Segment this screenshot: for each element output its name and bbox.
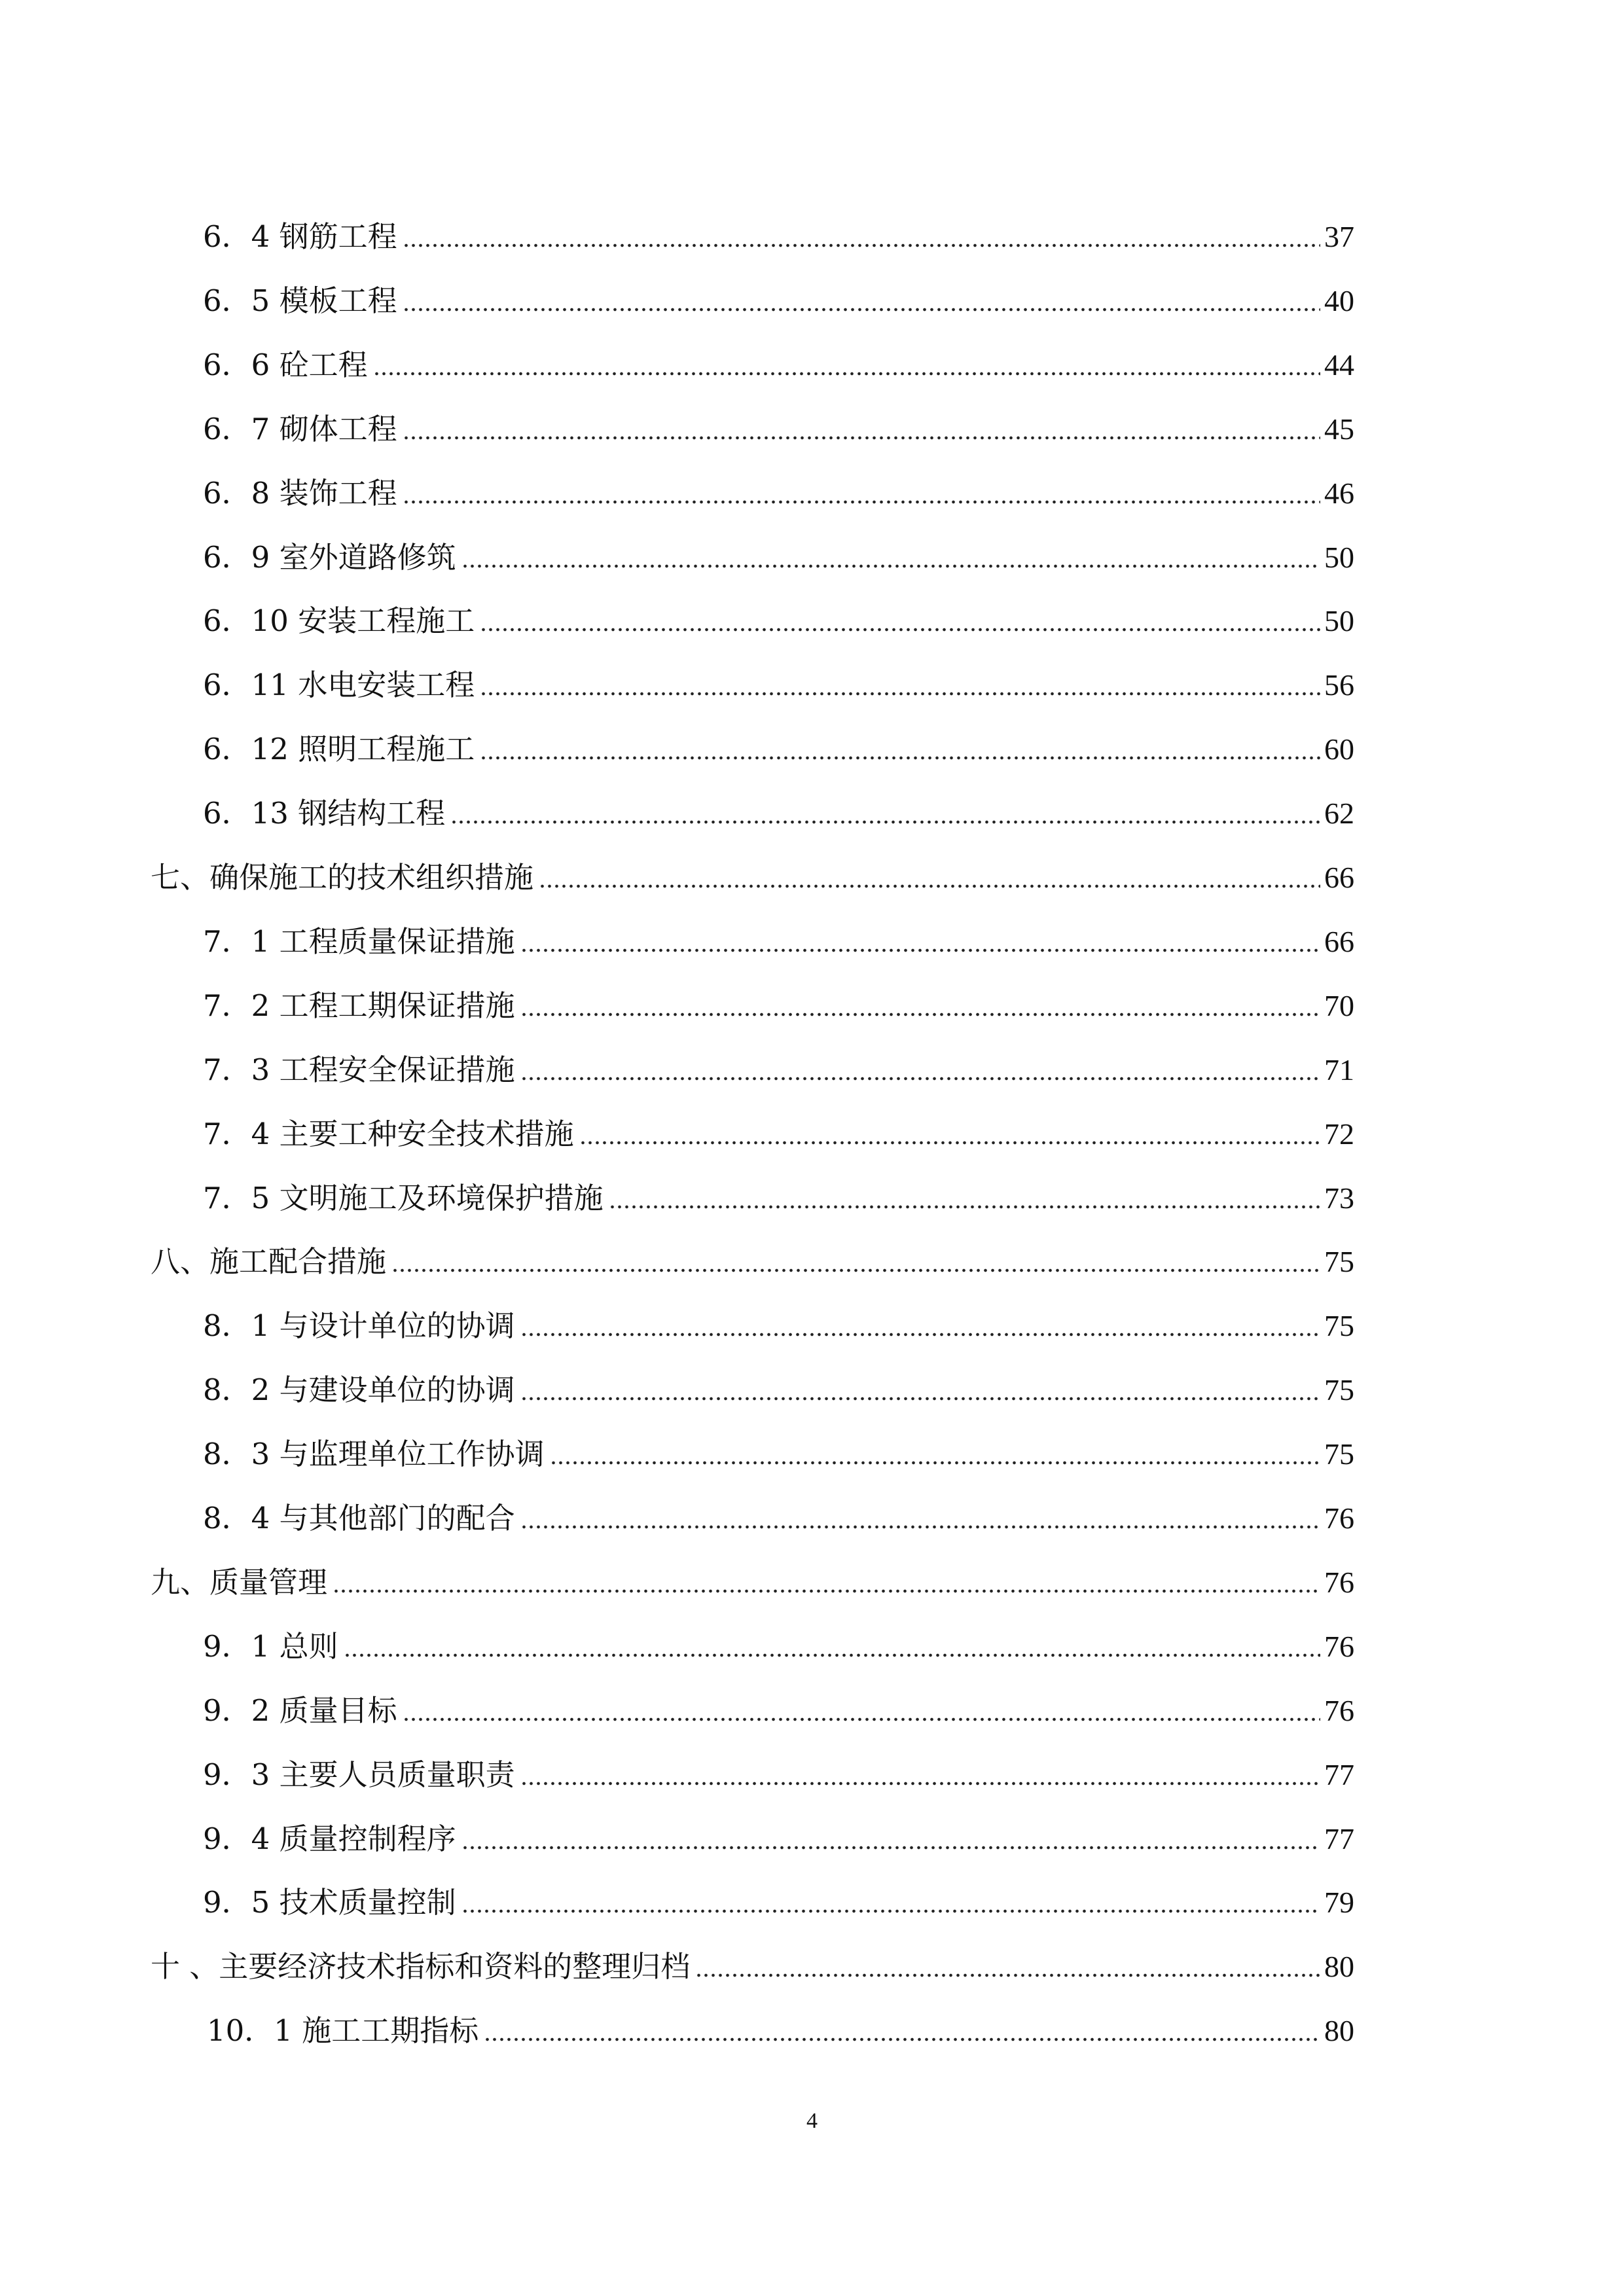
toc-section-entry xyxy=(203,973,1354,1026)
toc-entry-page: 60 xyxy=(1324,732,1354,766)
toc-entry-title: 7．4 主要工种安全技术措施 xyxy=(203,1117,574,1151)
toc-section-entry xyxy=(203,781,1354,833)
toc-section-entry xyxy=(203,1678,1354,1731)
toc-section-entry xyxy=(203,525,1354,577)
dot-leader xyxy=(461,1846,1320,1850)
dot-leader xyxy=(520,1077,1320,1081)
toc-entry-title: 9．5 技术质量控制 xyxy=(203,1885,456,1920)
toc-entry-title: 8．1 与设计单位的协调 xyxy=(203,1308,515,1343)
dot-leader xyxy=(403,243,1320,247)
toc-entry-title: 6．8 装饰工程 xyxy=(203,476,397,511)
toc-section-entry xyxy=(203,268,1354,321)
dot-leader xyxy=(609,1205,1320,1209)
toc-entry-page: 56 xyxy=(1324,668,1354,702)
toc-entry-page: 75 xyxy=(1324,1437,1354,1471)
toc-entry-page: 77 xyxy=(1324,1822,1354,1856)
toc-entry-title: 6．4 钢筋工程 xyxy=(203,219,397,254)
toc-entry-title: 九、质量管理 xyxy=(151,1565,328,1600)
toc-entry-page: 79 xyxy=(1324,1886,1354,1919)
toc-entry-title: 7．2 工程工期保证措施 xyxy=(203,988,515,1023)
toc-entry-page: 80 xyxy=(1324,1950,1354,1983)
toc-section-entry xyxy=(203,204,1354,257)
toc-chapter-entry xyxy=(151,1934,1354,1986)
toc-entry-title: 10．1 施工工期指标 xyxy=(207,2013,479,2048)
toc-entry-title: 6．5 模板工程 xyxy=(203,283,397,318)
dot-leader xyxy=(403,1717,1320,1721)
toc-entry-page: 75 xyxy=(1324,1373,1354,1407)
dot-leader xyxy=(539,884,1320,888)
toc-entry-page: 80 xyxy=(1324,2014,1354,2047)
dot-leader xyxy=(520,1333,1320,1336)
dot-leader xyxy=(461,1909,1320,1913)
toc-entry-title: 8．2 与建设单位的协调 xyxy=(203,1372,515,1407)
page-number: 4 xyxy=(806,2109,818,2133)
toc-chapter-entry xyxy=(151,1550,1354,1602)
toc-entry-title: 七、确保施工的技术组织措施 xyxy=(151,860,534,895)
toc-section-entry xyxy=(203,1806,1354,1859)
dot-leader xyxy=(520,948,1320,952)
dot-leader xyxy=(520,1013,1320,1016)
toc-entry-page: 50 xyxy=(1324,541,1354,574)
dot-leader xyxy=(391,1268,1320,1272)
dot-leader xyxy=(695,1973,1320,1977)
toc-chapter-entry xyxy=(151,845,1354,897)
toc-entry-title: 6．13 钢结构工程 xyxy=(203,796,446,831)
toc-section-entry xyxy=(203,397,1354,449)
toc-entry-page: 76 xyxy=(1324,1501,1354,1535)
dot-leader xyxy=(520,1782,1320,1785)
toc-entry-title: 8．3 与监理单位工作协调 xyxy=(203,1437,545,1471)
toc-entry-title: 9．1 总则 xyxy=(203,1629,338,1664)
dot-leader xyxy=(484,2037,1320,2041)
toc-entry-title: 6．11 水电安装工程 xyxy=(203,668,475,702)
toc-section-entry xyxy=(203,1422,1354,1474)
toc-entry-page: 45 xyxy=(1324,412,1354,446)
toc-section-entry xyxy=(203,461,1354,513)
dot-leader xyxy=(373,372,1320,376)
toc-entry-title: 八、施工配合措施 xyxy=(151,1244,387,1279)
toc-section-entry xyxy=(203,717,1354,769)
toc-entry-title: 9．2 质量目标 xyxy=(203,1693,397,1728)
toc-section-entry xyxy=(203,1037,1354,1090)
toc-section-entry xyxy=(203,653,1354,705)
dot-leader xyxy=(550,1461,1320,1465)
toc-section-entry xyxy=(203,1486,1354,1538)
toc-entry-page: 76 xyxy=(1324,1566,1354,1599)
toc-entry-page: 46 xyxy=(1324,476,1354,510)
toc-section-entry xyxy=(203,1870,1354,1922)
toc-entry-page: 70 xyxy=(1324,989,1354,1022)
toc-entry-page: 62 xyxy=(1324,797,1354,830)
toc-section-entry xyxy=(203,1742,1354,1795)
dot-leader xyxy=(461,564,1320,568)
toc-entry-page: 37 xyxy=(1324,220,1354,253)
toc-entry-title: 7．1 工程质量保证措施 xyxy=(203,924,515,959)
toc-section-entry xyxy=(203,1614,1354,1666)
toc-section-entry xyxy=(207,1998,1354,2051)
toc-entry-title: 6．9 室外道路修筑 xyxy=(203,540,456,575)
toc-entry-title: 7．5 文明施工及环境保护措施 xyxy=(203,1181,604,1215)
toc-entry-page: 76 xyxy=(1324,1630,1354,1663)
toc-entry-page: 66 xyxy=(1324,861,1354,894)
dot-leader xyxy=(344,1653,1320,1657)
toc-section-entry xyxy=(203,1166,1354,1218)
toc-entry-page: 71 xyxy=(1324,1053,1354,1086)
toc-entry-page: 50 xyxy=(1324,604,1354,637)
toc-section-entry xyxy=(203,1293,1354,1346)
dot-leader xyxy=(333,1589,1320,1593)
toc-section-entry xyxy=(203,909,1354,961)
toc-entry-title: 7．3 工程安全保证措施 xyxy=(203,1052,515,1087)
toc-entry-title: 9．4 质量控制程序 xyxy=(203,1821,456,1856)
dot-leader xyxy=(579,1141,1320,1145)
dot-leader xyxy=(403,308,1320,312)
dot-leader xyxy=(520,1397,1320,1401)
dot-leader xyxy=(403,500,1320,504)
dot-leader xyxy=(480,628,1320,632)
toc-entry-page: 77 xyxy=(1324,1758,1354,1791)
toc-entry-page: 66 xyxy=(1324,925,1354,958)
toc-entry-page: 75 xyxy=(1324,1245,1354,1278)
toc-entry-title: 十 、主要经济技术指标和资料的整理归档 xyxy=(151,1949,691,1984)
toc-entry-page: 73 xyxy=(1324,1181,1354,1215)
dot-leader xyxy=(520,1525,1320,1529)
toc-entry-page: 40 xyxy=(1324,284,1354,317)
toc-entry-page: 75 xyxy=(1324,1309,1354,1342)
toc-section-entry xyxy=(203,1102,1354,1154)
toc-section-entry xyxy=(203,1357,1354,1410)
toc-section-entry xyxy=(203,332,1354,385)
toc-section-entry xyxy=(203,588,1354,641)
toc-entry-title: 6．6 砼工程 xyxy=(203,348,368,382)
dot-leader xyxy=(450,820,1320,824)
toc-entry-page: 44 xyxy=(1324,348,1354,382)
toc-chapter-entry xyxy=(151,1229,1354,1282)
dot-leader xyxy=(480,692,1320,696)
toc-entry-title: 8．4 与其他部门的配合 xyxy=(203,1501,515,1535)
toc-entry-title: 6．7 砌体工程 xyxy=(203,412,397,446)
toc-entry-title: 6．10 安装工程施工 xyxy=(203,603,475,638)
toc-entry-page: 76 xyxy=(1324,1694,1354,1727)
toc-entry-page: 72 xyxy=(1324,1117,1354,1151)
dot-leader xyxy=(480,756,1320,760)
dot-leader xyxy=(403,436,1320,440)
toc-entry-title: 6．12 照明工程施工 xyxy=(203,732,475,766)
toc-entry-title: 9．3 主要人员质量职责 xyxy=(203,1757,515,1792)
